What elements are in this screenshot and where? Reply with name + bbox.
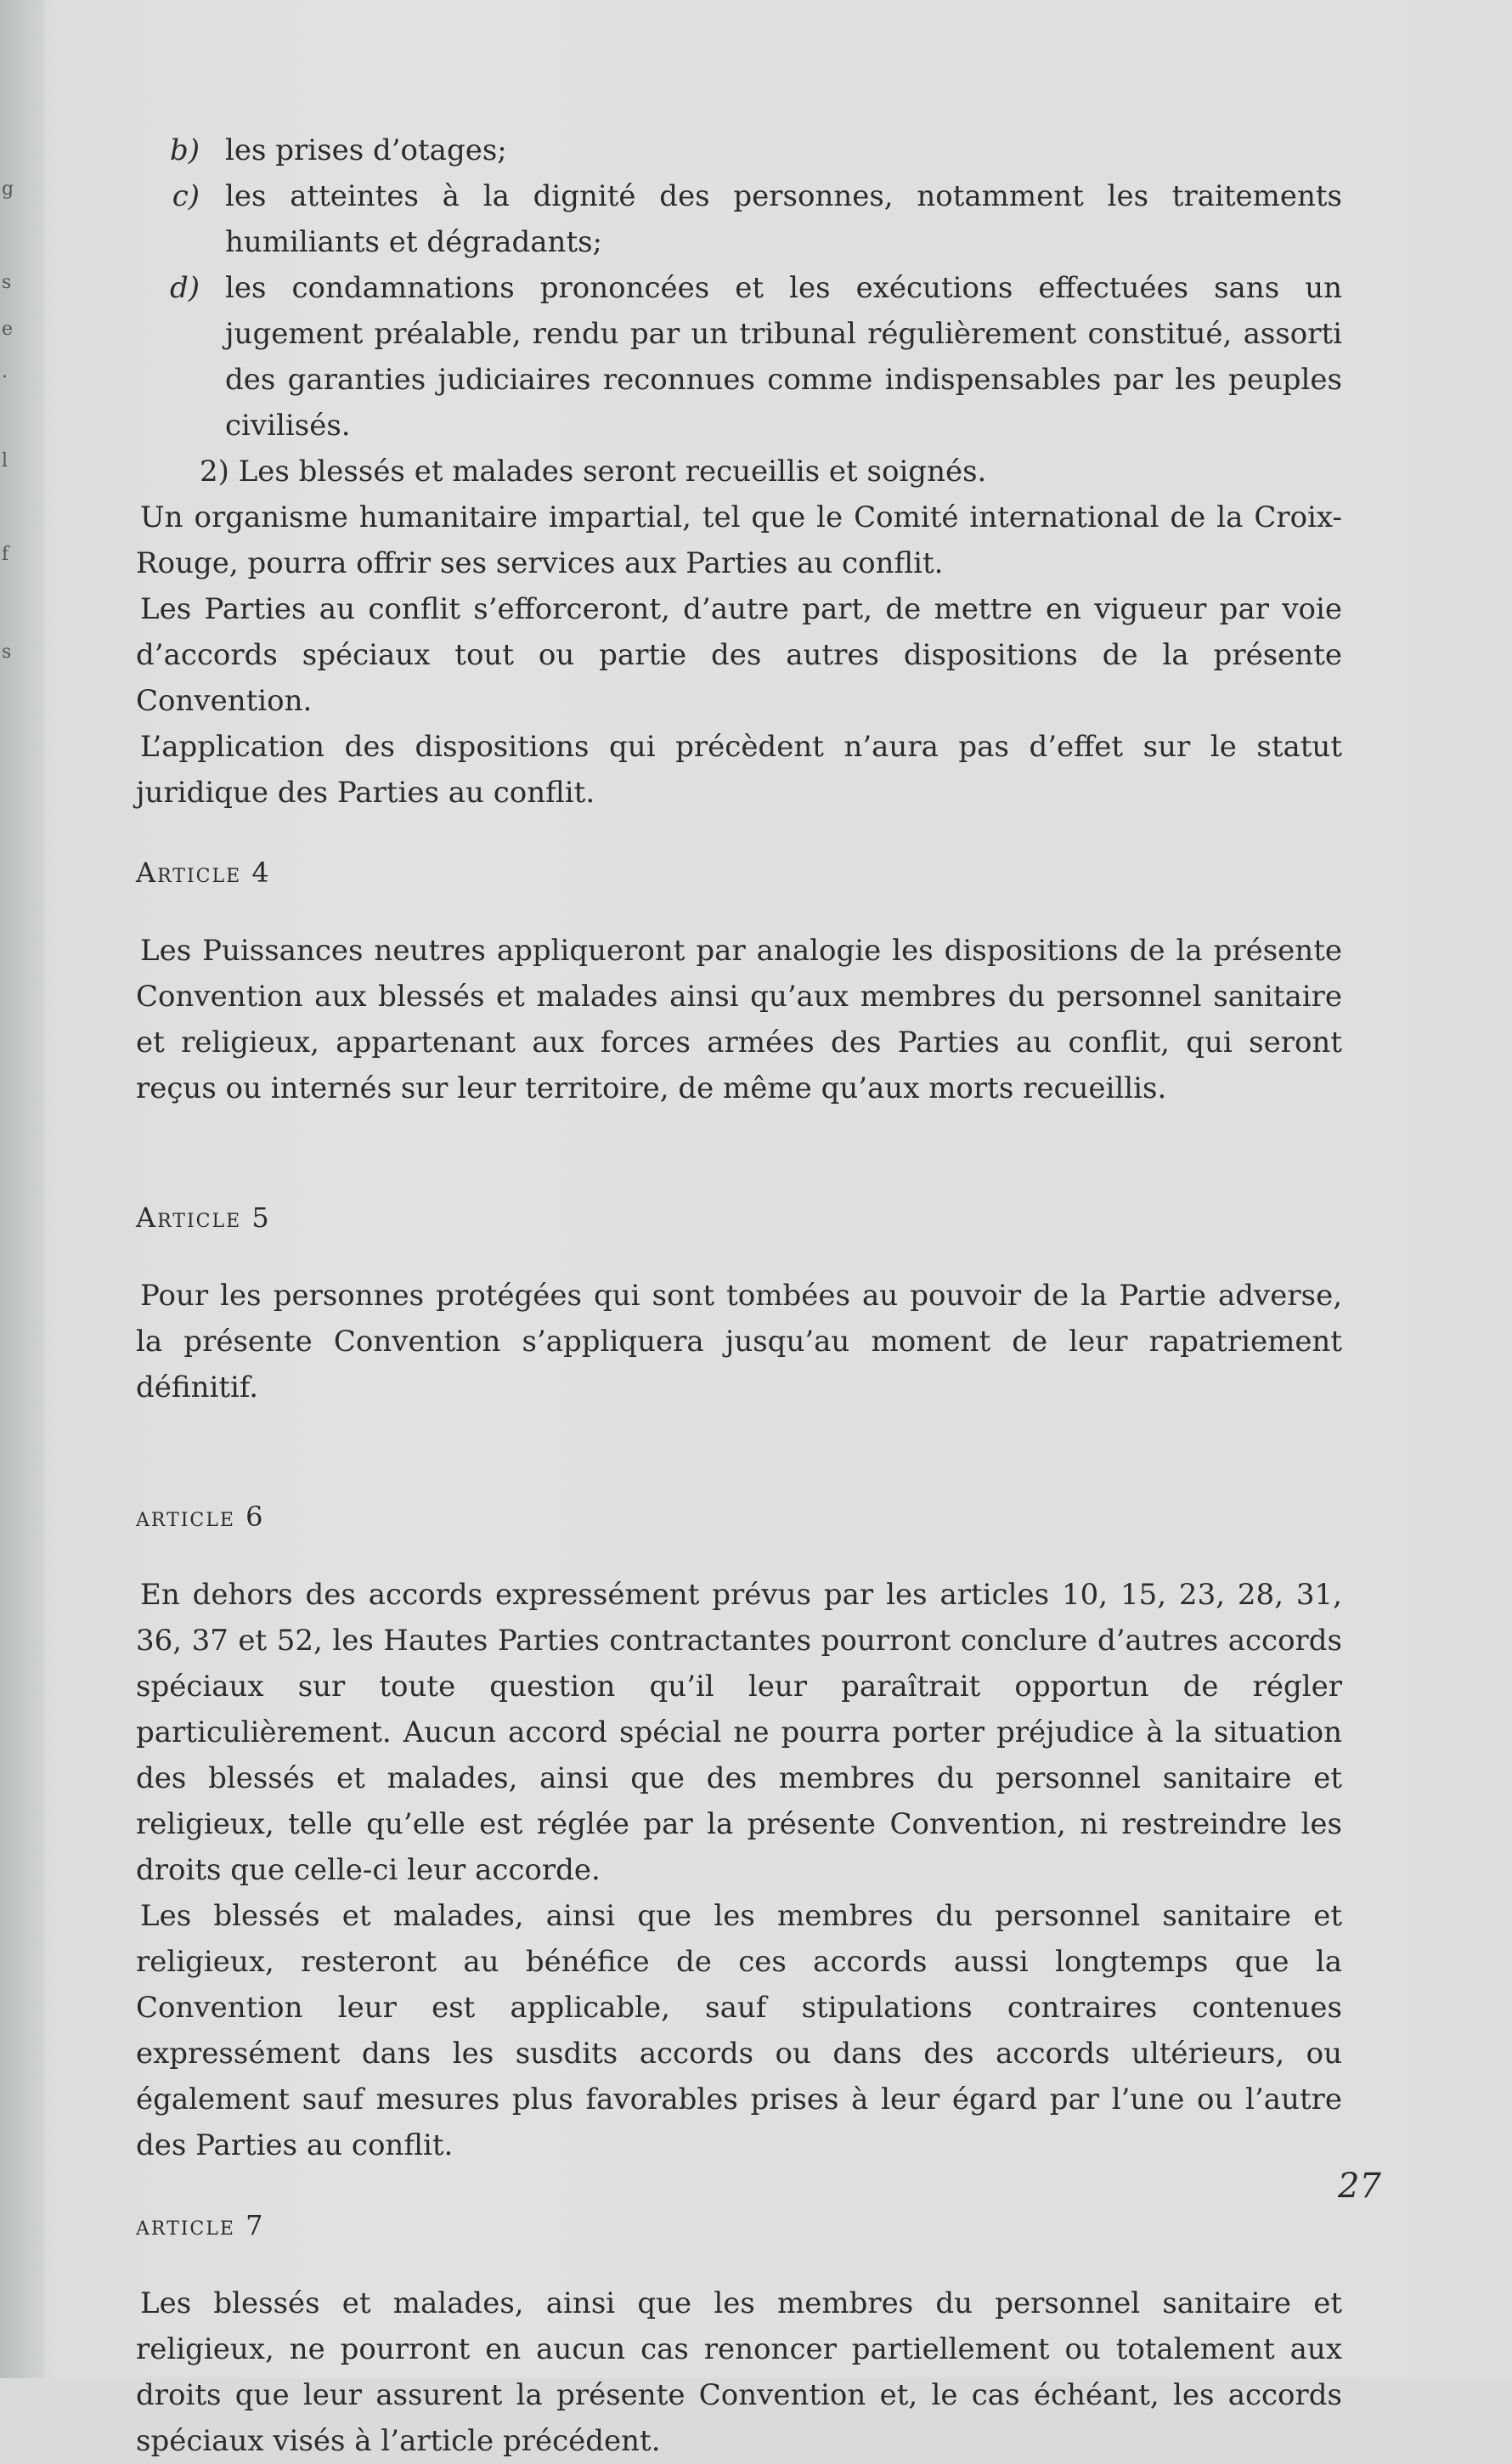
item-label: b)	[169, 133, 200, 167]
list-item	[136, 127, 1342, 173]
list-item	[136, 265, 1342, 449]
gutter-mark: .	[2, 361, 8, 382]
gutter-mark: s	[2, 272, 12, 293]
paragraph: Les Parties au conflit s’efforceront, d’autre part, de mettre en vigueur par voie d’accords spéciaux tout ou partie des autres dispositions de la présente Convention.	[136, 592, 1342, 718]
gutter-mark: g	[2, 178, 14, 200]
gutter-mark: s	[2, 641, 12, 663]
article-heading: Article 5	[136, 1201, 271, 1234]
item-label: d)	[169, 271, 200, 305]
paragraph: L’application des dispositions qui précèdent n’aura pas d’effet sur le statut juridique des Parties au conflit.	[136, 730, 1342, 810]
gutter-mark: l	[2, 450, 8, 472]
paragraph: 2) Les blessés et malades seront recueillis et soignés.	[200, 455, 987, 489]
paragraph: Un organisme humanitaire impartial, tel que le Comité international de la Croix-Rouge, pourra offrir ses services aux Parties au conflit.	[136, 500, 1342, 580]
item-label: c)	[172, 179, 200, 213]
paragraph: Pour les personnes protégées qui sont tombées au pouvoir de la Partie adverse, la présente Convention s’appliquera jusqu’au moment de leur rapatriement définitif.	[136, 1279, 1342, 1404]
item-text: les prises d’otages;	[225, 133, 507, 167]
gutter-mark: e	[2, 319, 14, 340]
page-number: 27	[1338, 2167, 1381, 2206]
item-text: les condamnations prononcées et les exécutions effectuées sans un jugement préalable, rendu par un tribunal régulièrement constitué, assorti des garanties judiciaires reconnues comme indispensables par les peuples civilisés.	[225, 271, 1342, 443]
paragraph: Les blessés et malades, ainsi que les membres du personnel sanitaire et religieux, resteront au bénéfice de ces accords aussi longtemps que la Convention leur est applicable, sauf stipulations contraires contenues expressément dans les susdits accords ou dans des accords ultérieurs, ou également sauf mesures plus favorables prises à leur égard par l’une ou l’autre des Parties au conflit.	[136, 1899, 1342, 2162]
paragraph: Les Puissances neutres appliqueront par analogie les dispositions de la présente Convention aux blessés et malades ainsi qu’aux membres du personnel sanitaire et religieux, appartenant aux forces armées des Parties au conflit, qui seront reçus ou internés sur leur territoire, de même qu’aux morts recueillis.	[136, 934, 1342, 1105]
paragraph: En dehors des accords expressément prévus par les articles 10, 15, 23, 28, 31, 36, 37 et 52, les Hautes Parties contractantes pourront conclure d’autres accords spéciaux sur toute question qu’il leur paraîtrait opportun de régler particulièrement. Aucun accord spécial ne pourra porter préjudice à la situation des blessés et malades, ainsi que des membres du personnel sanitaire et religieux, telle qu’elle est réglée par la présente Convention, ni restreindre les droits que celle-ci leur accorde.	[136, 1578, 1342, 1887]
list-item	[136, 173, 1342, 265]
gutter-mark: f	[2, 544, 9, 565]
article-heading: article 6	[136, 1500, 265, 1533]
body-text	[136, 127, 1342, 2464]
item-text: les atteintes à la dignité des personnes, notamment les traitements humiliants et dégradants;	[225, 179, 1342, 259]
facing-page-edge	[0, 0, 44, 2378]
article-heading: Article 4	[136, 856, 271, 889]
article-heading: article 7	[136, 2209, 265, 2241]
paragraph: Les blessés et malades, ainsi que les membres du personnel sanitaire et religieux, ne pourront en aucun cas renoncer partiellement ou totalement aux droits que leur assurent la présente Convention et, le cas échéant, les accords spéciaux visés à l’article précédent.	[136, 2286, 1342, 2458]
